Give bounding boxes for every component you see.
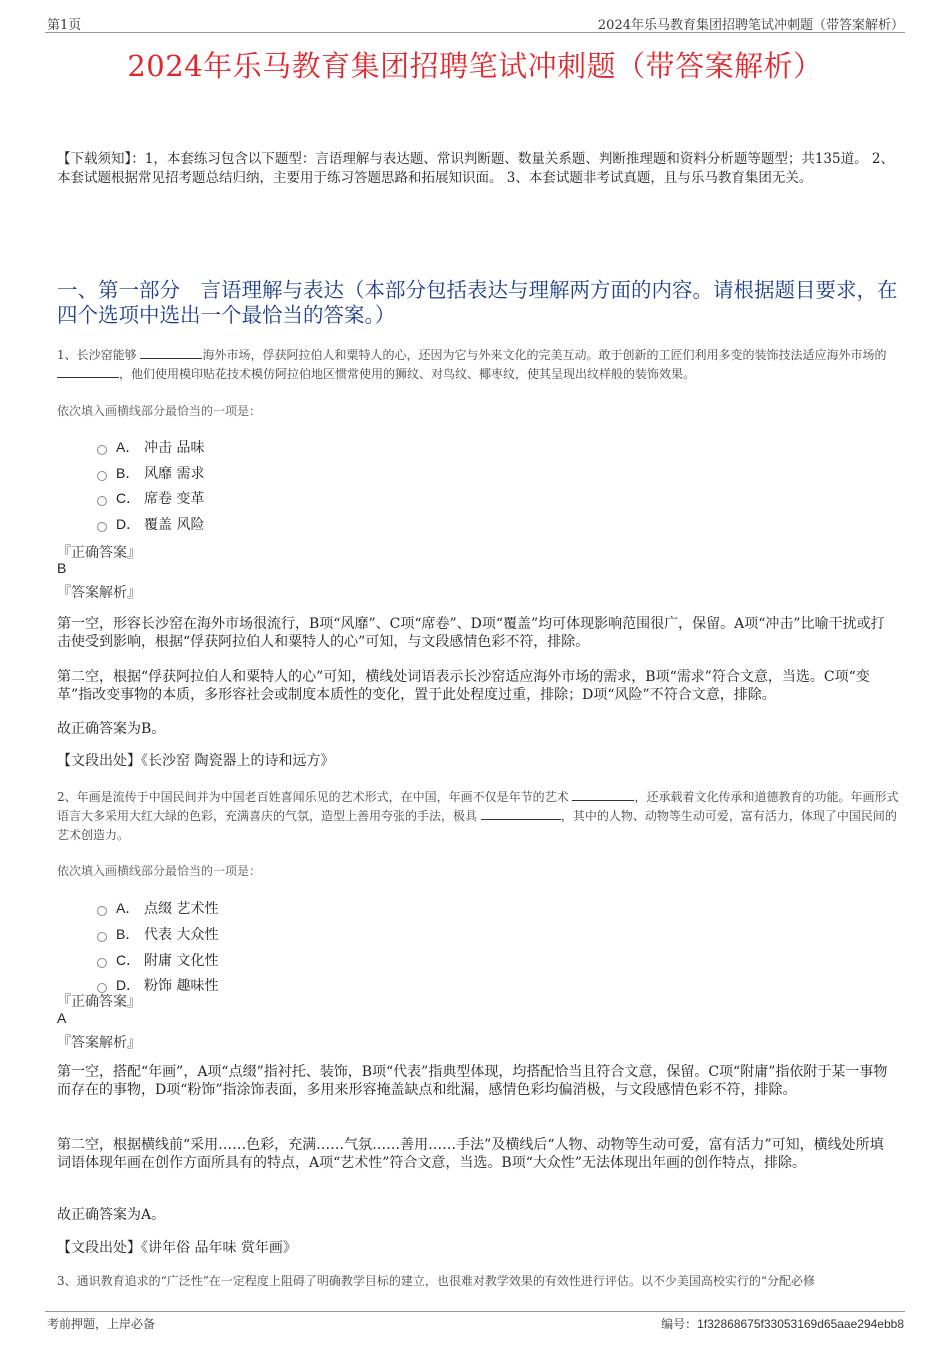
source-citation: 【文段出处】《长沙窑 陶瓷器上的诗和远方》 [57,753,335,769]
question-1-option-b[interactable]: B． 风靡 需求 [97,463,204,483]
question-1-option-a[interactable]: A． 冲击 品味 [97,437,204,457]
radio-icon[interactable] [97,906,107,916]
question-1-prompt: 依次填入画横线部分最恰当的一项是： [57,404,262,418]
section-title: 一、第一部分 言语理解与表达（本部分包括表达与理解两方面的内容。请根据题目要求，在四个选项中选出一个最恰当的答案。） [57,278,898,327]
header-doc-title: 2024年乐马教育集团招聘笔试冲刺题（带答案解析） [597,18,904,33]
correct-answer-label: 『正确答案』 [57,994,141,1010]
question-1-option-c[interactable]: C． 席卷 变革 [97,488,204,508]
footer-divider [45,1311,905,1312]
question-2-stem: 2、年画是流传于中国民间并为中国老百姓喜闻乐见的艺术形式，在中国，年画不仅是年节的艺术 ，还承载着文化传承和道德教育的功能。年画形式语言大多采用大红大绿的色彩，充满喜庆的气氛，造型上善用夸张的手法，极具 ，其中的人物、动物等生动可爱，富有活力，体现了中国民间的艺术创造力。 [57,790,899,842]
question-1-stem: 1、长沙窑能够 海外市场，俘获阿拉伯人和粟特人的心，还因为它与外来文化的完美互动。敢于创新的工匠们利用多变的装饰技法适应海外市场的 ，他们使用模印贴花技术模仿阿拉伯地区惯常使用的狮纹、对鸟纹、椰枣纹，使其呈现出纹样般的装饰效果。 [57,348,887,381]
document-id: 编号：1f32868675f33053169d65aae294ebb8 [661,1317,904,1331]
question-2-option-a[interactable]: A． 点缀 艺术性 [97,898,218,918]
footer-slogan: 考前押题，上岸必备 [47,1317,156,1331]
source-citation: 【文段出处】《讲年俗 品年味 赏年画》 [57,1240,297,1256]
correct-answer: A [57,1010,67,1026]
analysis-conclusion: 故正确答案为A。 [57,1207,166,1223]
question-3-stem: 3、通识教育追求的“广泛性”在一定程度上阻碍了明确教学目标的建立，也很难对教学效果的有效性进行评估。以不少美国高校实行的“分配必修 [57,1274,816,1288]
radio-icon[interactable] [97,496,107,506]
radio-icon[interactable] [97,958,107,968]
question-2-prompt: 依次填入画横线部分最恰当的一项是： [57,864,262,878]
question-2-option-b[interactable]: B． 代表 大众性 [97,924,218,944]
analysis-paragraph: 第一空，搭配“年画”，A项“点缀”指衬托、装饰，B项“代表”指典型体现，均搭配恰当且符合文意，保留。C项“附庸”指依附于某一事物而存在的事物，D项“粉饰”指涂饰表面，多用来形容掩盖缺点和纰漏，感情色彩均偏消极，与文段感情色彩不符，排除。 [57,1064,888,1098]
download-notice: 【下载须知】：1，本套练习包含以下题型：言语理解与表达题、常识判断题、数量关系题、判断推理题和资料分析题等题型；共135道。 2、本套试题根据常见招考题总结归纳，主要用于练习答题思路和拓展知识面。 3、本套试题非考试真题，且与乐马教育集团无关。 [57,151,894,186]
correct-answer: B [57,560,67,576]
radio-icon[interactable] [97,522,107,532]
question-2-option-d[interactable]: D． 粉饰 趣味性 [97,975,218,995]
fill-blank [57,365,119,378]
page-number: 第1页 [47,18,82,33]
radio-icon[interactable] [97,932,107,942]
header-divider [45,32,905,33]
analysis-paragraph: 第一空，形容长沙窑在海外市场很流行，B项“风靡”、C项“席卷”、D项“覆盖”均可体现影响范围很广，保留。A项“冲击”比喻干扰或打击使受到影响，根据“俘获阿拉伯人和粟特人的心”可知，与文段感情色彩不符，排除。 [57,616,885,650]
question-1-option-d[interactable]: D． 覆盖 风险 [97,514,204,534]
fill-blank [572,788,634,801]
question-2-option-c[interactable]: C． 附庸 文化性 [97,950,218,970]
fill-blank [140,346,202,359]
radio-icon[interactable] [97,471,107,481]
fill-blank [481,807,561,820]
analysis-paragraph: 第二空，根据“俘获阿拉伯人和粟特人的心”可知，横线处词语表示长沙窑适应海外市场的需求，B项“需求”符合文意，当选。C项“变革”指改变事物的本质，多形容社会或制度本质性的变化，置于此处程度过重，排除；D项“风险”不符合文意，排除。 [57,669,870,703]
analysis-paragraph: 第二空，根据横线前“采用……色彩，充满……气氛……善用……手法”及横线后“人物、动物等生动可爱，富有活力”可知，横线处所填词语体现年画在创作方面所具有的特点，A项“艺术性”符合文意，当选。B项“大众性”无法体现出年画的创作特点，排除。 [57,1137,884,1171]
page-title: 2024年乐马教育集团招聘笔试冲刺题（带答案解析） [127,49,823,83]
radio-icon[interactable] [97,445,107,455]
correct-answer-label: 『正确答案』 [57,545,141,561]
analysis-label: 『答案解析』 [57,1035,141,1051]
analysis-conclusion: 故正确答案为B。 [57,721,166,737]
analysis-label: 『答案解析』 [57,585,141,601]
